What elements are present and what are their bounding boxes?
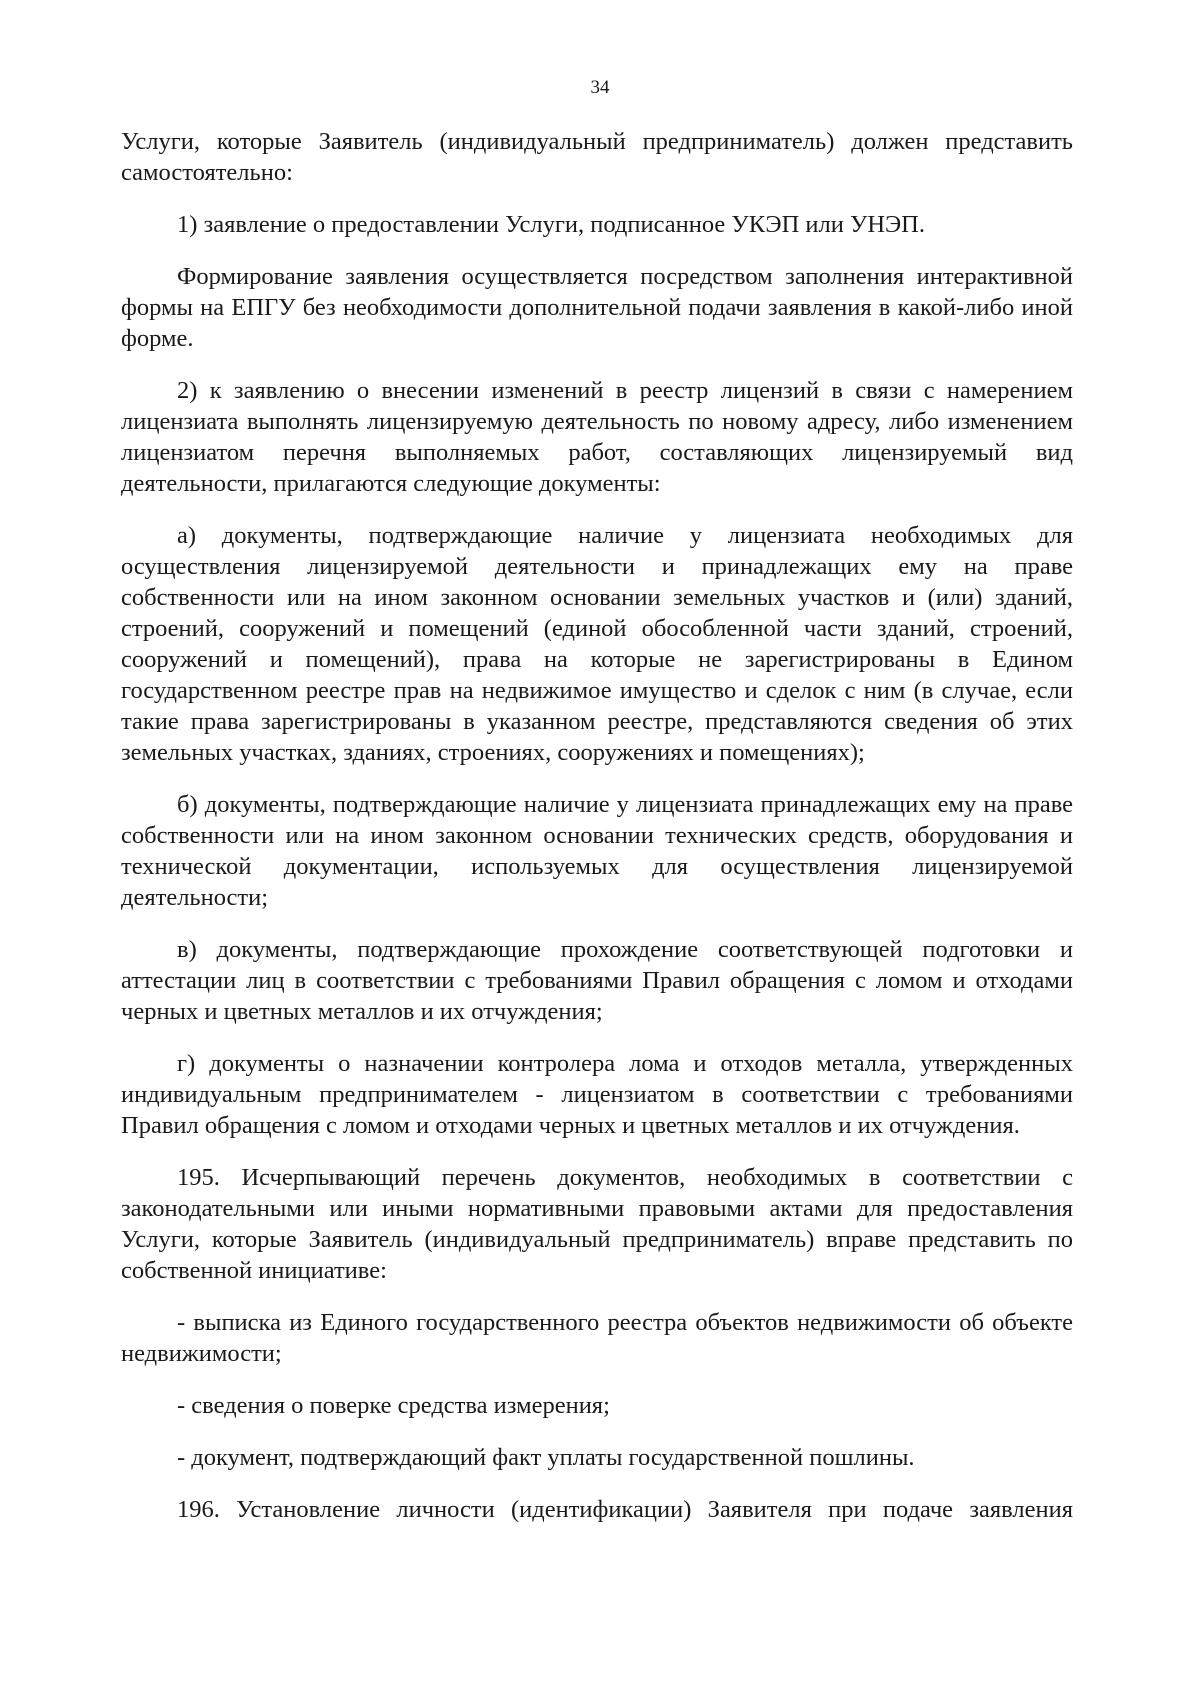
list-item-verification: - сведения о поверке средства измерения; bbox=[177, 1392, 610, 1419]
paragraph-item-2: 2) к заявлению о внесении изменений в реестр лицензий в связи с намерением лицензиата выполнять лицензируемую деятельность по новому адресу, либо изменением лицензиатом перечня выполняемых работ, составляющих лицензируемый вид деятельности, прилагаются следующие документы: bbox=[121, 377, 1073, 497]
paragraph-subitem-a: а) документы, подтверждающие наличие у лицензиата необходимых для осуществления лицензируемой деятельности и принадлежащих ему на праве собственности или на ином законном основании земельных участков и (или) зданий, строений, сооружений и помещений (единой обособленной части зданий, строений, сооружений и помещений), права на которые не зарегистрированы в Едином государственном реестре прав на недвижимое имущество и сделок с ним (в случае, если такие права зарегистрированы в указанном реестре, представляются сведения об этих земельных участках, зданиях, строениях, сооружениях и помещениях); bbox=[121, 522, 1073, 766]
page-number: 34 bbox=[590, 77, 610, 98]
paragraph-subitem-b: б) документы, подтверждающие наличие у лицензиата принадлежащих ему на праве собственности или на ином законном основании технических средств, оборудования и технической документации, используемых для осуществления лицензируемой деятельности; bbox=[121, 791, 1073, 911]
paragraph-intro-continuation: Услуги, которые Заявитель (индивидуальный предприниматель) должен представить самостоятельно: bbox=[121, 128, 1073, 186]
paragraph-subitem-v: в) документы, подтверждающие прохождение соответствующей подготовки и аттестации лиц в соответствии с требованиями Правил обращения с ломом и отходами черных и цветных металлов и их отчуждения; bbox=[121, 936, 1073, 1025]
paragraph-item-1: 1) заявление о предоставлении Услуги, подписанное УКЭП или УНЭП. bbox=[177, 211, 926, 238]
document-body bbox=[121, 126, 1073, 1525]
paragraph-subitem-g: г) документы о назначении контролера лома и отходов металла, утвержденных индивидуальным предпринимателем - лицензиатом в соответствии с требованиями Правил обращения с ломом и отходами черных и цветных металлов и их отчуждения. bbox=[121, 1050, 1073, 1139]
paragraph-form-generation: Формирование заявления осуществляется посредством заполнения интерактивной формы на ЕПГУ без необходимости дополнительной подачи заявления в какой-либо иной форме. bbox=[121, 263, 1073, 352]
list-item-payment: - документ, подтверждающий факт уплаты государственной пошлины. bbox=[177, 1444, 915, 1471]
list-item-extract: - выписка из Единого государственного реестра объектов недвижимости об объекте недвижимости; bbox=[121, 1309, 1073, 1367]
paragraph-195: 195. Исчерпывающий перечень документов, необходимых в соответствии с законодательными или иными нормативными правовыми актами для предоставления Услуги, которые Заявитель (индивидуальный предприниматель) вправе представить по собственной инициативе: bbox=[121, 1164, 1073, 1284]
paragraph-196: 196. Установление личности (идентификации) Заявителя при подаче заявления bbox=[177, 1496, 1073, 1523]
